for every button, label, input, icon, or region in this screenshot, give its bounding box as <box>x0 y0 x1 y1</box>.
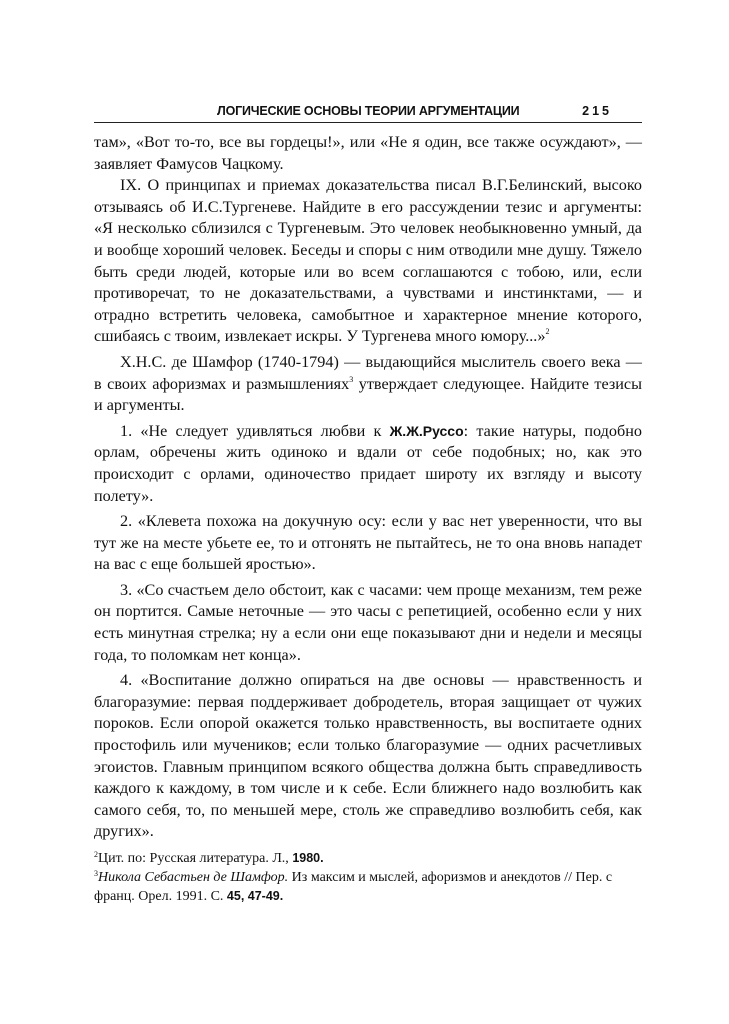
footnotes <box>94 849 642 906</box>
running-header-title: ЛОГИЧЕСКИЕ ОСНОВЫ ТЕОРИИ АРГУМЕНТАЦИИ <box>217 104 520 118</box>
aphorism-1-after: : такие натуры, подобно орлам, обречены жить одиноко и вдали от себе подобных; но, как это происходит с орлами, одиночество придает широту их взгляду и высоту полету». <box>94 421 643 505</box>
aphorism-3: 3. «Со счастьем дело обстоит, как с часами: чем проще механизм, тем реже он портится. Самые неточные — это часы с репетицией, особенно если у них есть минутная стрелка; ну а если они еще показывают дни и недели и месяцы года, то поломкам нет конца». <box>94 580 642 664</box>
footnote-3-pages: 45, 47-49. <box>226 889 284 903</box>
footnote-3-text: Из максим и мыслей, афоризмов и анекдотов // Пер. с франц. Орел. 1991. С. <box>94 870 613 904</box>
aphorism-1 <box>94 421 642 507</box>
paragraph-x <box>94 352 642 417</box>
paragraph-x-before: X.Н.С. де Шамфор (1740-1794) — выдающийся мыслитель своего века — в своих афоризмах и размышлениях <box>94 352 642 393</box>
footnote-3-author: Никола Себастьен де Шамфор. <box>98 870 289 885</box>
footnote-ref-3: 3 <box>349 374 354 384</box>
paragraph-x-after: утверждает следующее. Найдите тезисы и аргументы. <box>94 374 642 415</box>
footnote-3 <box>94 868 642 906</box>
main-text <box>94 132 642 843</box>
paragraph-continuation: там», «Вот то-то, все вы гордецы!», или «Не я один, все также осуждают», — заявляет Фамусов Чацкому. <box>94 133 642 173</box>
footnote-3-number: 3 <box>94 869 98 878</box>
page-number: 215 <box>582 104 612 118</box>
footnote-ref-2: 2 <box>545 327 550 337</box>
footnote-2 <box>94 849 642 868</box>
running-header <box>94 100 642 123</box>
footnote-2-number: 2 <box>94 850 98 859</box>
footnote-2-text: Цит. по: Русская литература. Л., <box>98 851 293 866</box>
paragraph-ix-text: IX. О принципах и приемах доказательства писал В.Г.Белинский, высоко отзываясь об И.С.Тургеневе. Найдите в его рассуждении тезис и аргументы: «Я несколько сблизился с Тургеневым. Это человек необыкновенно умный, да и вообще хороший человек. Беседы и споры с ним отводили мне душу. Тяжело быть среди людей, которые или во всем соглашаются с тобою, или, если противоречат, то не доказательствами, а чувствами и инстинктами, — и отрадно встретить человека, самобытное и характерное мнение которого, сшибаясь с твоим, извлекает искры. У Тургенева много юмору...» <box>94 176 642 346</box>
paragraph-ix <box>94 175 642 348</box>
aphorism-1-before: 1. «Не следует удивляться любви к <box>120 421 390 440</box>
footnote-2-year: 1980. <box>292 851 324 865</box>
book-page <box>94 100 642 906</box>
aphorism-2: 2. «Клевета похожа на докучную осу: если у вас нет уверенности, что вы тут же на месте убьете ее, то и отгонять не пытайтесь, не то она вновь нападет на вас с еще большей яростью». <box>94 512 642 574</box>
aphorism-1-name: Ж.Ж.Руссо <box>389 422 464 439</box>
aphorism-4: 4. «Воспитание должно опираться на две основы — нравственность и благоразумие: первая поддерживает добродетель, вторая защищает от чужих пороков. Если опорой окажется только нравственность, вы воспитаете одних простофиль или мучеников; если только благоразумие — одних расчетливых эгоистов. Главным принципом всякого общества должна быть справедливость каждого к каждому, в том числе и к себе. Если ближнего надо возлюбить как самого себя, то, по меньшей мере, столь же справедливо возлюбить себя, как других». <box>94 671 642 841</box>
